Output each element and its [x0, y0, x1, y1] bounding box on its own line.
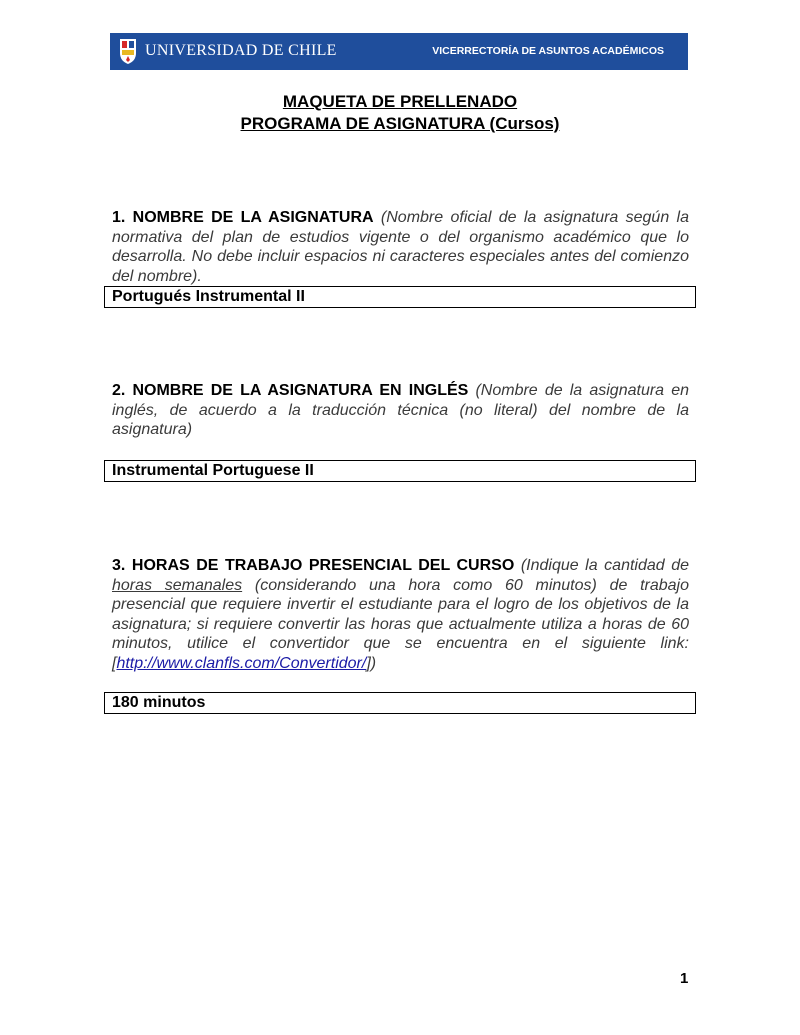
document-title-line1: MAQUETA DE PRELLENADO	[282, 92, 518, 111]
section-3-heading: 3. HORAS DE TRABAJO PRESENCIAL DEL CURSO	[112, 557, 515, 574]
section-2-heading: 2. NOMBRE DE LA ASIGNATURA EN INGLÉS	[112, 382, 469, 399]
hours-per-week-term: horas semanales	[112, 576, 243, 594]
section-3-hint-middle: (considerando una hora como 60 minutos) de trabajo presencial que requiere invertir el estudiante para el logro de los objetivos de la asignatura; si requiere convertir las horas que actualmente utiliza a horas de 60 minutos, utilice el convertidor que se encuentra en el siguiente link: [	[112, 576, 690, 672]
section-2-answer: Instrumental Portuguese II	[112, 462, 314, 479]
section-3-answer-box[interactable]	[104, 692, 696, 714]
converter-link[interactable]: http://www.clanfls.com/Convertidor/	[116, 654, 367, 672]
section-1-description	[112, 208, 689, 286]
university-crest-icon	[118, 37, 138, 65]
section-2-answer-box[interactable]	[104, 460, 696, 482]
header-banner	[110, 33, 688, 70]
section-3-hint-start: (Indique la cantidad de	[520, 557, 689, 574]
section-2-hint: (Nombre de la asignatura en inglés, de acuerdo a la traducción técnica (no literal) del nombre de la asignatura)	[112, 382, 689, 438]
section-2-description	[112, 381, 689, 440]
section-1-answer: Portugués Instrumental II	[112, 288, 305, 305]
document-title-line2: PROGRAMA DE ASIGNATURA (Cursos)	[240, 114, 560, 133]
section-3-description	[112, 556, 689, 673]
section-3-answer: 180 minutos	[112, 694, 206, 711]
section-3-hint-end: ])	[366, 654, 377, 672]
page-number: 1	[680, 970, 689, 987]
section-1-hint: (Nombre oficial de la asignatura según la normativa del plan de estudios vigente o del organismo académico que lo desarrolla. No debe incluir espacios ni caracteres especiales antes del comienzo del nombre).	[112, 209, 690, 285]
university-name: UNIVERSIDAD DE CHILE	[145, 42, 337, 59]
section-1-heading: 1. NOMBRE DE LA ASIGNATURA	[112, 209, 374, 226]
vice-rectory-name: VICERRECTORÍA DE ASUNTOS ACADÉMICOS	[432, 45, 664, 57]
section-1-answer-box[interactable]	[104, 286, 696, 308]
